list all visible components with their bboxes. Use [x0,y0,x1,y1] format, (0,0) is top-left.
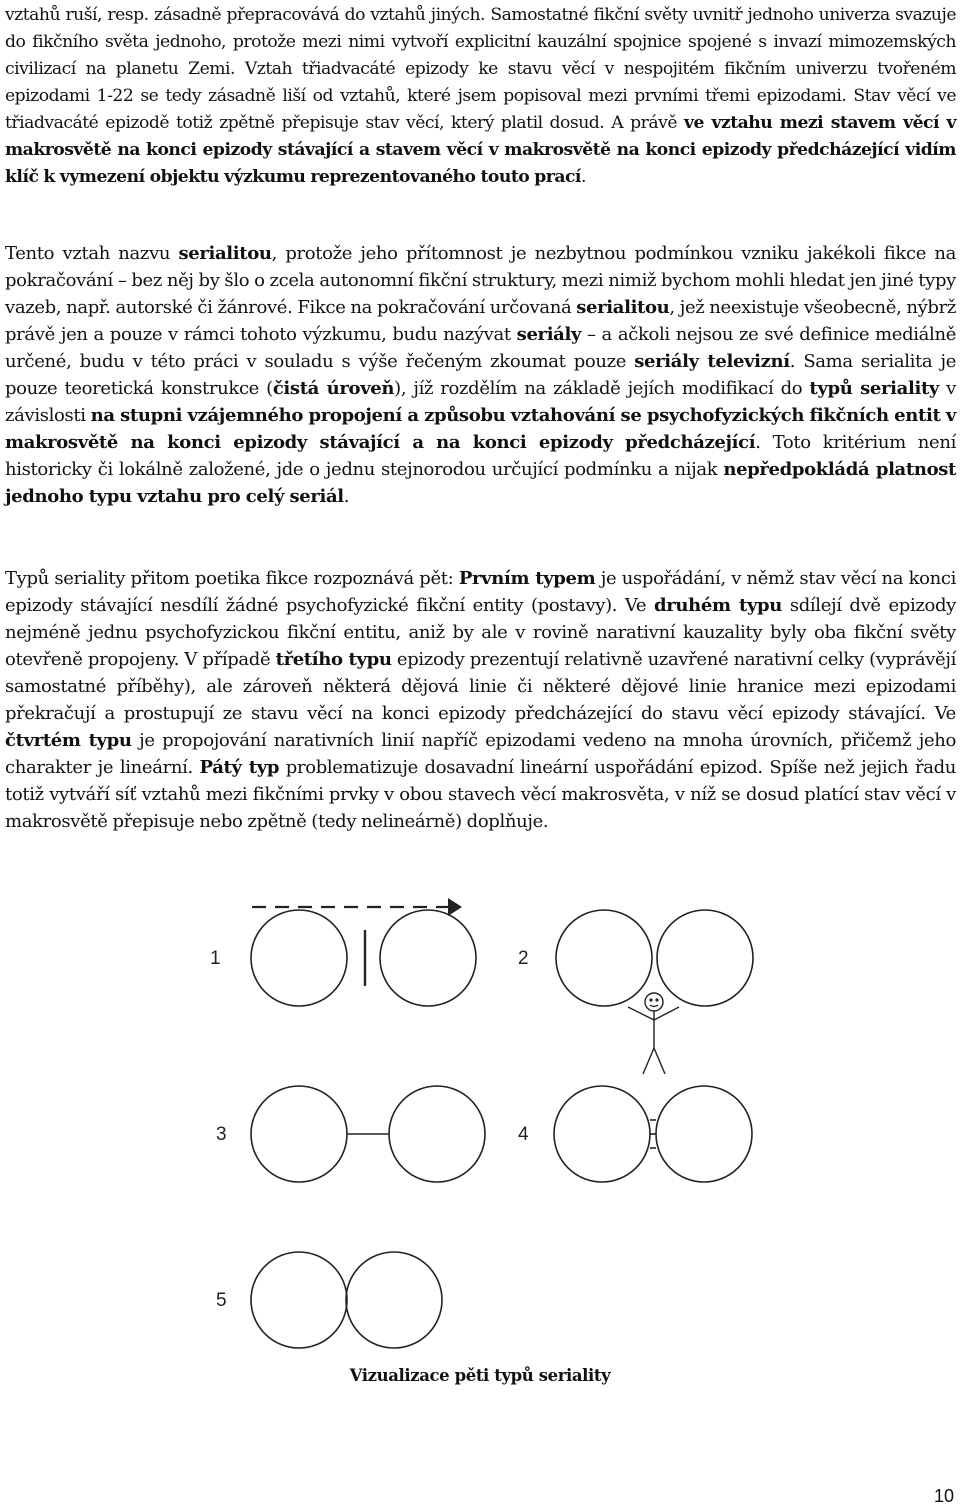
bold-run: serialitou [576,297,670,318]
arrowhead-icon [448,898,462,916]
type-label: 4 [518,1124,529,1145]
bold-run: Prvním typem [458,568,596,589]
text-run: je propojování narativních linií napříč epizodami vedeno na mnoha úrovních, přičemž jeho charakter je lineární. [5,730,957,778]
episode-circle [251,1086,347,1182]
bold-run: čtvrtém typu [5,730,132,751]
episode-circle [389,1086,485,1182]
text-run: vztahů ruší, resp. zásadně přepracovává do vztahů jiných. Samostatné fikční světy uvnitř jednoho univerza svazuje do fikčního světa jednoho, protože mezi nimi vytvoří explicitní kauzální spojnice spojené s invazí mimozemských civilizací na planetu Zemi. Vztah třiadvacáté epizody ke stavu věcí v nespojitém fikčním univerzu tvořeném epizodami 1-22 se tedy zásadně liší od vztahů, které jsem popisoval mezi prvními třemi epizodami. Stav věcí ve třiadvacáté epizodě totiž zpětně přepisuje stav věcí, který platil dosud. A právě [5,5,956,133]
bold-run: nepředpokládá platnost jednoho typu vztahu pro celý seriál [5,459,956,507]
episode-circle [346,1252,442,1348]
text-run: Tento vztah nazvu [5,243,179,264]
episode-circle [380,910,476,1006]
text-run: je uspořádání, v němž stav věcí na konci epizody stávající nesdílí žádné psychofyzické fikční entity (postavy). Ve [5,568,957,616]
seriality-types-figure [180,890,780,1360]
figure-caption: Vizualizace pěti typů seriality [349,1366,611,1385]
bold-run: čistá úroveň [272,378,395,399]
bold-run: Pátý typ [199,757,280,778]
text-run: , jež neexistuje všeobecně, nýbrž právě jen a pouze v rámci tohoto výzkumu, budu nazývat [5,297,956,345]
text-run: . Sama serialita je pouze teoretická konstrukce ( [5,351,956,399]
episode-circle [251,910,347,1006]
character-stick-figure-icon [628,993,679,1074]
text-run: problematizuje dosavadní lineární uspořádání epizod. Spíše než jejich řadu totiž vytváří síť vztahů mezi fikčními prvky v obou stavech věcí makrosvěta, v níž se dosud platící stav věcí v makrosvětě přepisuje nebo zpětně (tedy nelineárně) doplňuje. [5,757,957,832]
text-run: . [343,486,350,507]
episode-circle [656,1086,752,1182]
type-label: 3 [216,1124,227,1145]
bold-run: na stupni vzájemného propojení a způsobu vztahování se psychofyzických fikčních entit v makrosvětě na konci epizody stávající a na konci epizody předcházející [5,405,956,453]
text-run: . [580,167,586,187]
type-label: 1 [210,948,221,969]
text-run: v závislosti [5,378,957,426]
text-run: – a ačkoli nejsou ze své definice mediálně určené, budu v této práci v souladu s výše řečeným zkoumat pouze [5,324,956,372]
paragraph-2 [5,240,956,510]
text-run: . Toto kritérium není historicky či lokálně založené, jde o jednu stejnorodou určující podmínku a nijak [5,432,956,480]
paragraph-1 [5,2,956,191]
bold-run: třetího typu [275,649,392,670]
bold-run: typů seriality [809,378,940,399]
text-run: epizody prezentují relativně uzavřené narativní celky (vyprávějí samostatné příběhy), ale zároveň některá dějová linie či některé dějové linie hranice mezi epizodami překračují a prostupují ze stavu věcí na konci epizody předcházející do stavu věcí epizody stávající. Ve [5,649,956,724]
type-label: 5 [216,1290,227,1311]
text-run: Typů seriality přitom poetika fikce rozpoznává pět: [5,568,459,589]
text-run: ), jíž rozdělím na základě jejích modifikací do [394,378,810,399]
bold-run: serialitou [178,243,272,264]
text-run: , protože jeho přítomnost je nezbytnou podmínkou vzniku jakékoli fikce na pokračování – bez něj by šlo o zcela autonomní fikční struktury, mezi nimiž bychom mohli hledat jen jiné typy vazeb, např. autorské či žánrové. Fikce na pokračování určovaná [5,243,956,318]
episode-circle [657,910,753,1006]
text-run: sdílejí dvě epizody nejméně jednu psychofyzickou fikční entitu, aniž by ale v rovině narativní kauzality byly oba fikční světy otevřeně propojeny. V případě [5,595,957,670]
episode-circle [251,1252,347,1348]
bold-run: ve vztahu mezi stavem věcí v makrosvětě na konci epizody stávající a stavem věcí v makrosvětě na konci epizody předcházející vidím klíč k vymezení objektu výzkumu reprezentovaného touto prací [5,113,956,187]
bold-run: seriály [516,324,582,345]
bold-run: druhém typu [654,595,783,616]
type-label: 2 [518,948,529,969]
episode-circle [556,910,652,1006]
paragraph-3 [5,565,956,835]
bold-run: seriály televizní [634,351,790,372]
episode-circle [554,1086,650,1182]
page-number: 10 [933,1486,954,1506]
